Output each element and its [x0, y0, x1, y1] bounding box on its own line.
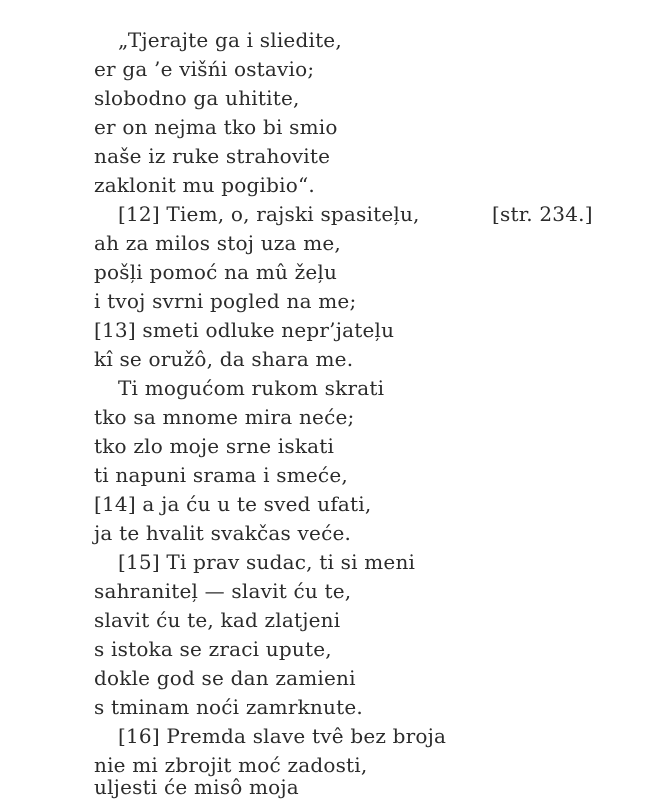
verse-line: [13] smeti odluke nepr’jateļu — [94, 318, 395, 342]
verse-line: i tvoj svrni pogled na me; — [94, 289, 357, 313]
verse-line: [15] Ti prav sudac, ti si meni — [118, 550, 416, 574]
verse-line: tko zlo moje srne iskati — [94, 434, 335, 458]
verse-line: ti napuni srama i smeće, — [94, 463, 348, 487]
verse-line: naše iz ruke strahovite — [94, 144, 331, 168]
page-reference-note: [str. 234.] — [492, 202, 593, 226]
verse-line: er ga ’e višńi ostavio; — [94, 57, 315, 81]
verse-line: [12] Tiem, o, rajski spasiteļu, — [118, 202, 420, 226]
verse-line: er on nejma tko bi smio — [94, 115, 338, 139]
verse-line: uljesti će misô moja — [94, 775, 299, 799]
verse-line: s istoka se zraci upute, — [94, 637, 332, 661]
verse-line: dokle god se dan zamieni — [94, 666, 356, 690]
verse-line: Ti mogućom rukom skrati — [118, 376, 385, 400]
verse-line: [14] a ja ću u te sved ufati, — [94, 492, 372, 516]
verse-line: ja te hvalit svakčas veće. — [94, 521, 352, 545]
verse-line: kî se oružô, da shara me. — [94, 347, 354, 371]
verse-line: slavit ću te, kad zlatjeni — [94, 608, 341, 632]
verse-line: zaklonit mu pogibio“. — [94, 173, 315, 197]
verse-line: nie mi zbrojit moć zadosti, — [94, 753, 368, 777]
verse-line: „Tjerajte ga i sliedite, — [118, 28, 342, 52]
verse-line: tko sa mnome mira neće; — [94, 405, 355, 429]
verse-line: ah za milos stoj uza me, — [94, 231, 341, 255]
verse-line: [16] Premda slave tvê bez broja — [118, 724, 447, 748]
verse-line: pošļi pomoć na mû žeļu — [94, 260, 338, 284]
verse-line: slobodno ga uhitite, — [94, 86, 300, 110]
verse-line: sahraniteļ — slavit ću te, — [94, 579, 352, 603]
verse-line: s tminam noći zamrknute. — [94, 695, 363, 719]
